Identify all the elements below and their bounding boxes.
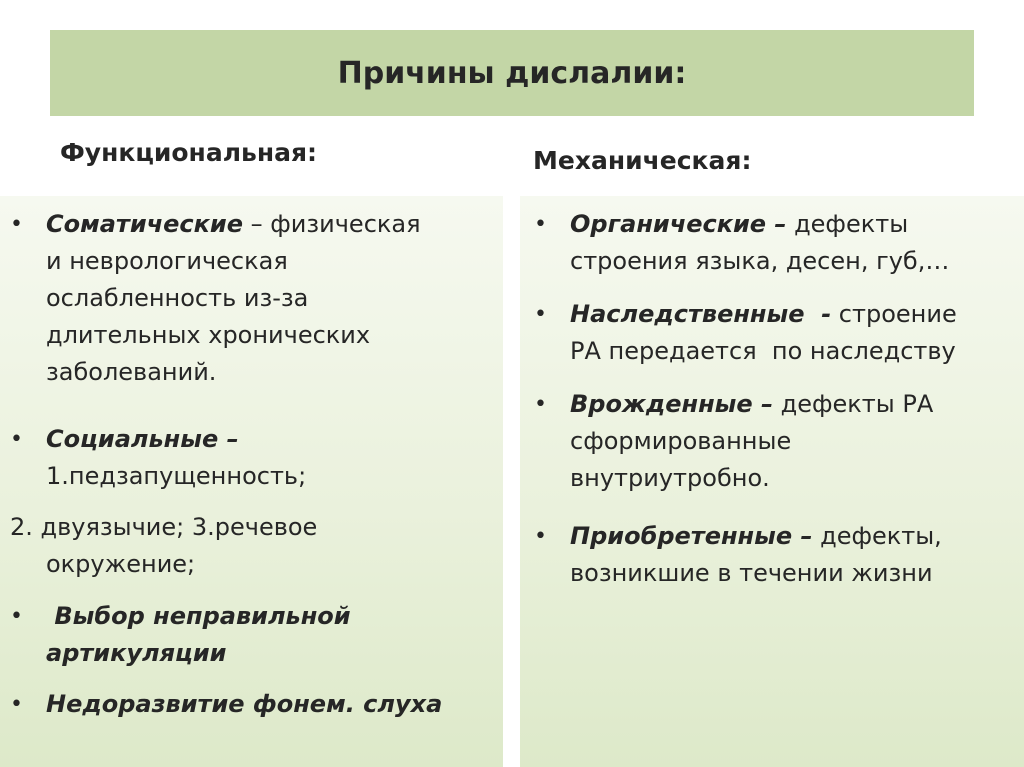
item-text: внутриутробно. xyxy=(570,464,770,492)
item-text: дефекты РА xyxy=(773,390,934,418)
item-text: длительных хронических xyxy=(46,321,371,349)
item-text: возникшие в течении жизни xyxy=(570,559,933,587)
item-text: строение xyxy=(831,300,957,328)
item-term: Органические – xyxy=(570,210,787,238)
mechanical-panel xyxy=(520,196,1024,767)
functional-heading: Функциональная: xyxy=(60,138,318,167)
item-text: дефекты, xyxy=(812,522,942,550)
list-item xyxy=(0,598,351,672)
bullet: • xyxy=(534,212,547,237)
item-text: РА передается по наследству xyxy=(570,337,956,365)
bullet: • xyxy=(534,302,547,327)
bullet: • xyxy=(10,692,23,717)
list-item xyxy=(0,421,306,495)
item-text: дефекты xyxy=(786,210,909,238)
item-text: 2. двуязычие; 3.речевое xyxy=(10,513,318,541)
list-item xyxy=(520,386,933,497)
bullet: • xyxy=(534,524,547,549)
mechanical-heading: Механическая: xyxy=(533,146,752,175)
list-item xyxy=(0,206,421,391)
bullet: • xyxy=(10,427,23,452)
item-term: Выбор неправильной xyxy=(46,602,351,630)
item-term: Наследственные - xyxy=(570,300,832,328)
item-text: заболеваний. xyxy=(46,358,217,386)
item-text: артикуляции xyxy=(46,639,227,667)
item-text: строения языка, десен, губ,… xyxy=(570,247,950,275)
list-item xyxy=(520,296,957,370)
list-item xyxy=(520,206,949,280)
item-text: сформированные xyxy=(570,427,792,455)
item-text: и неврологическая xyxy=(46,247,288,275)
item-text: – физическая xyxy=(243,210,421,238)
list-item xyxy=(0,509,317,583)
item-term: Врожденные – xyxy=(570,390,774,418)
item-term: Социальные – xyxy=(46,425,239,453)
item-term: Недоразвитие фонем. слуха xyxy=(46,690,443,718)
list-item xyxy=(520,518,942,592)
bullet: • xyxy=(10,604,23,629)
list-item xyxy=(0,686,442,723)
bullet: • xyxy=(10,212,23,237)
item-text: окружение; xyxy=(46,550,196,578)
title-banner xyxy=(50,30,974,116)
item-text: ослабленность из-за xyxy=(46,284,309,312)
item-text: 1.педзапущенность; xyxy=(46,462,307,490)
item-term: Приобретенные – xyxy=(570,522,813,550)
functional-panel xyxy=(0,196,503,767)
bullet: • xyxy=(534,392,547,417)
item-term: Соматические xyxy=(46,210,244,238)
page-title: Причины дислалии: xyxy=(337,55,687,91)
